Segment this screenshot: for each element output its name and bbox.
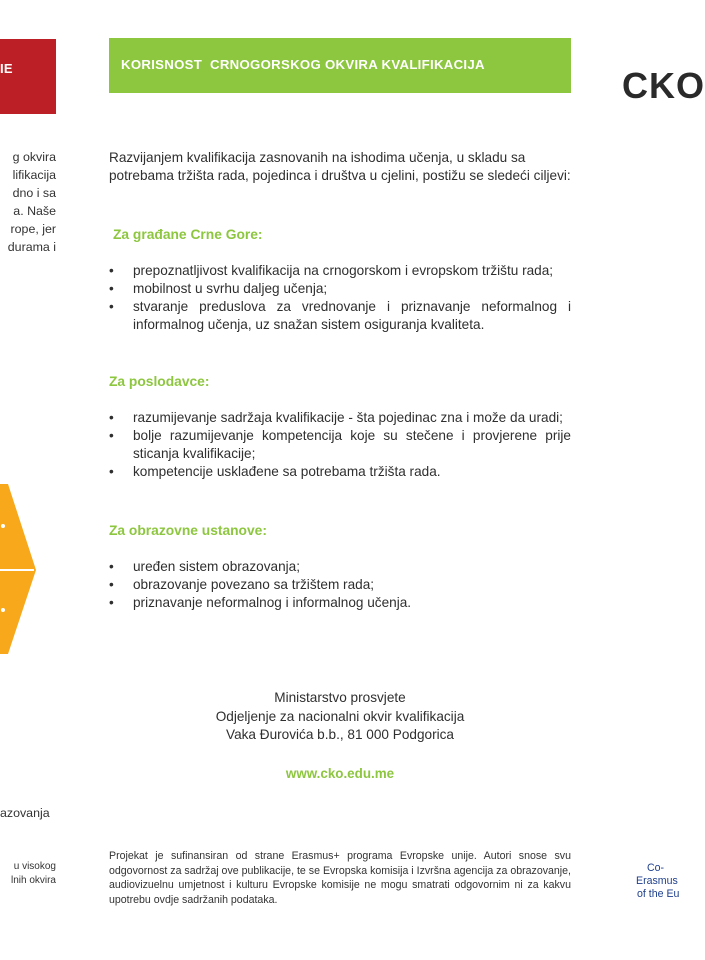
left-panel-title-fragment: IE [0,61,13,76]
bullet: • [109,577,114,592]
right-small-line: of the Eu [637,888,680,900]
bullet: • [109,281,114,296]
left-text-line: lifikacija [12,168,56,182]
list-item: • prepoznatljivost kvalifikacija na crnogorskom i evropskom tržištu rada; [109,263,554,278]
left-small-line: u visokog [13,861,56,872]
list-item: • mobilnost u svrhu daljeg učenja; [109,281,328,296]
left-panel-orange-diagram [0,484,56,654]
left-panel-small-text [0,860,56,888]
bullet: • [109,410,114,425]
bullet: • [109,559,114,574]
diagram-dot [1,524,5,528]
section-heading-employers: Za poslodavce: [109,374,210,389]
left-text-line: durama i [7,240,56,254]
right-small-line: Co- [646,862,665,874]
header-banner [109,38,571,93]
ministry-address [109,689,571,745]
citizens-benefits-list [109,262,571,334]
bullet: • [109,595,114,610]
website-link[interactable]: www.cko.edu.me [285,766,395,781]
list-item: • razumijevanje sadržaja kvalifikacije - šta pojedinac zna i može da uradi; [109,410,563,425]
left-panel-bottom-line: azovanja [0,806,50,820]
list-item: • obrazovanje povezano sa tržištem rada; [109,577,375,592]
schools-benefits-list [109,558,571,612]
list-item: • kompetencije usklađene sa potrebama tržišta rada. [109,464,441,479]
erasmus-cofunded-note [632,862,679,901]
section-heading-citizens: Za građane Crne Gore: [113,227,263,242]
right-small-line: Erasmus [636,875,678,887]
left-panel-paragraph [0,148,56,256]
eu-disclaimer: Projekat je sufinansiran od strane Erasmus+ programa Evropske unije. Autori snose svu odgovornost za sadržaj ove publikacije, te se Evropska komisija i Izvršna agencija za obrazovanje, audiovizuelnu umjetnost i kulturu Evropske komisije ne mogu smatrati odgovornim ni za kakvu upotrebu ovdje sadržanih podataka. [109,850,571,906]
diagram-dot [1,608,5,612]
bullet: • [109,428,114,443]
left-text-line: dno i sa [12,186,56,200]
list-item: • bolje razumijevanje kompetencija koje su stečene i provjerene prije sticanja kvalifikacije; [109,428,571,461]
left-panel-title-bar [0,39,56,114]
section-heading-schools: Za obrazovne ustanove: [109,523,267,538]
intro-paragraph: Razvijanjem kvalifikacija zasnovanih na ishodima učenja, u skladu sa potrebama tržišta rada, pojedinca i društva u cjelini, postižu se sledeći ciljevi: [109,150,571,183]
left-text-line: a. Naše [13,204,56,218]
address-line: Vaka Đurovića b.b., 81 000 Podgorica [226,727,454,742]
left-text-line: g okvira [12,150,56,164]
bullet: • [109,263,114,278]
list-item: • priznavanje neformalnog i informalnog učenja. [109,595,412,610]
list-item: • stvaranje preduslova za vrednovanje i priznavanje neformalnog i informalnog učenja, uz snažan sistem osiguranja kvaliteta. [109,299,571,332]
left-small-line: lnih okvira [10,875,56,886]
bullet: • [109,464,114,479]
left-text-line: rope, jer [10,222,56,236]
page-title: KORISNOST CRNOGORSKOG OKVIRA KVALIFIKACIJA [121,57,485,72]
cko-logo: CKO [622,65,705,106]
address-line: Ministarstvo prosvjete [274,690,406,705]
address-line: Odjeljenje za nacionalni okvir kvalifikacija [215,708,465,724]
bullet: • [109,299,114,314]
employers-benefits-list [109,409,571,481]
list-item: • uređen sistem obrazovanja; [109,559,300,574]
